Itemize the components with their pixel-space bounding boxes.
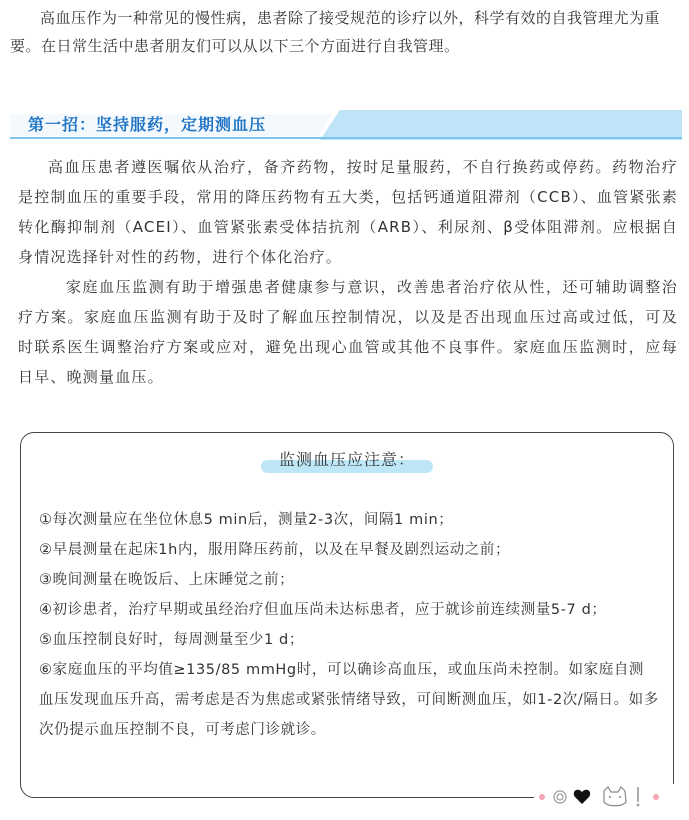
dot-icon: [653, 794, 659, 800]
section-header: [10, 110, 682, 140]
notes-title-text: 监测血压应注意：: [278, 450, 415, 469]
section-title: 第一招：坚持服药，定期测血压: [28, 115, 267, 134]
list-item: ③晚间测量在晚饭后、上床睡觉之前；: [39, 572, 295, 588]
notes-title: [269, 447, 425, 473]
intro-paragraph: 高血压作为一种常见的慢性病，患者除了接受规范的诊疗以外，科学有效的自我管理尤为重要。在日常生活中患者朋友们可以从以下三个方面进行自我管理。: [10, 9, 661, 55]
notes-box: [20, 432, 674, 798]
list-item: ⑤血压控制良好时，每周测量至少1 d；: [39, 632, 304, 648]
exclamation-icon: [637, 788, 640, 807]
section-body: [18, 152, 678, 392]
dot-icon: [539, 794, 545, 800]
notes-title-wrap: [21, 447, 673, 473]
heart-icon: [574, 790, 590, 804]
list-item: ④初诊患者，治疗早期或虽经治疗但血压尚未达标患者，应于就诊前连续测量5-7 d；: [39, 602, 607, 618]
notes-list: [39, 505, 659, 745]
list-item: ①每次测量应在坐位休息5 min后，测量2-3次，间隔1 min；: [39, 512, 454, 528]
decoration-icons: [534, 784, 684, 810]
list-item: ②早晨测量在起床1h内，服用降压药前，以及在早餐及剧烈运动之前；: [39, 542, 511, 558]
body-paragraph: 高血压患者遵医嘱依从治疗，备齐药物，按时足量服药，不自行换药或停药。药物治疗是控制血压的重要手段，常用的降压药物有五大类，包括钙通道阻滞剂（CCB）、血管紧张素转化酶抑制剂（ACEI）、血管紧张素受体拮抗剂（ARB）、利尿剂、β受体阻滞剂。应根据自身情况选择针对性的药物，进行个体化治疗。: [18, 158, 678, 266]
body-paragraph: 家庭血压监测有助于增强患者健康参与意识，改善患者治疗依从性，还可辅助调整治疗方案。家庭血压监测有助于及时了解血压控制情况，以及是否出现血压过高或过低，可及时联系医生调整治疗方案或应对，避免出现心血管或其他不良事件。家庭血压监测时，应每日早、晚测量血压。: [18, 278, 678, 386]
spiral-icon: [554, 791, 566, 803]
cat-face-icon: [604, 787, 626, 806]
list-item: ⑥家庭血压的平均值≥135/85 mmHg时，可以确诊高血压，或血压尚未控制。如家庭自测血压发现血压升高，需考虑是否为焦虑或紧张情绪导致，可间断测血压，如1-2次/隔日。如多次仍提示血压控制不良，可考虑门诊就诊。: [39, 662, 659, 738]
